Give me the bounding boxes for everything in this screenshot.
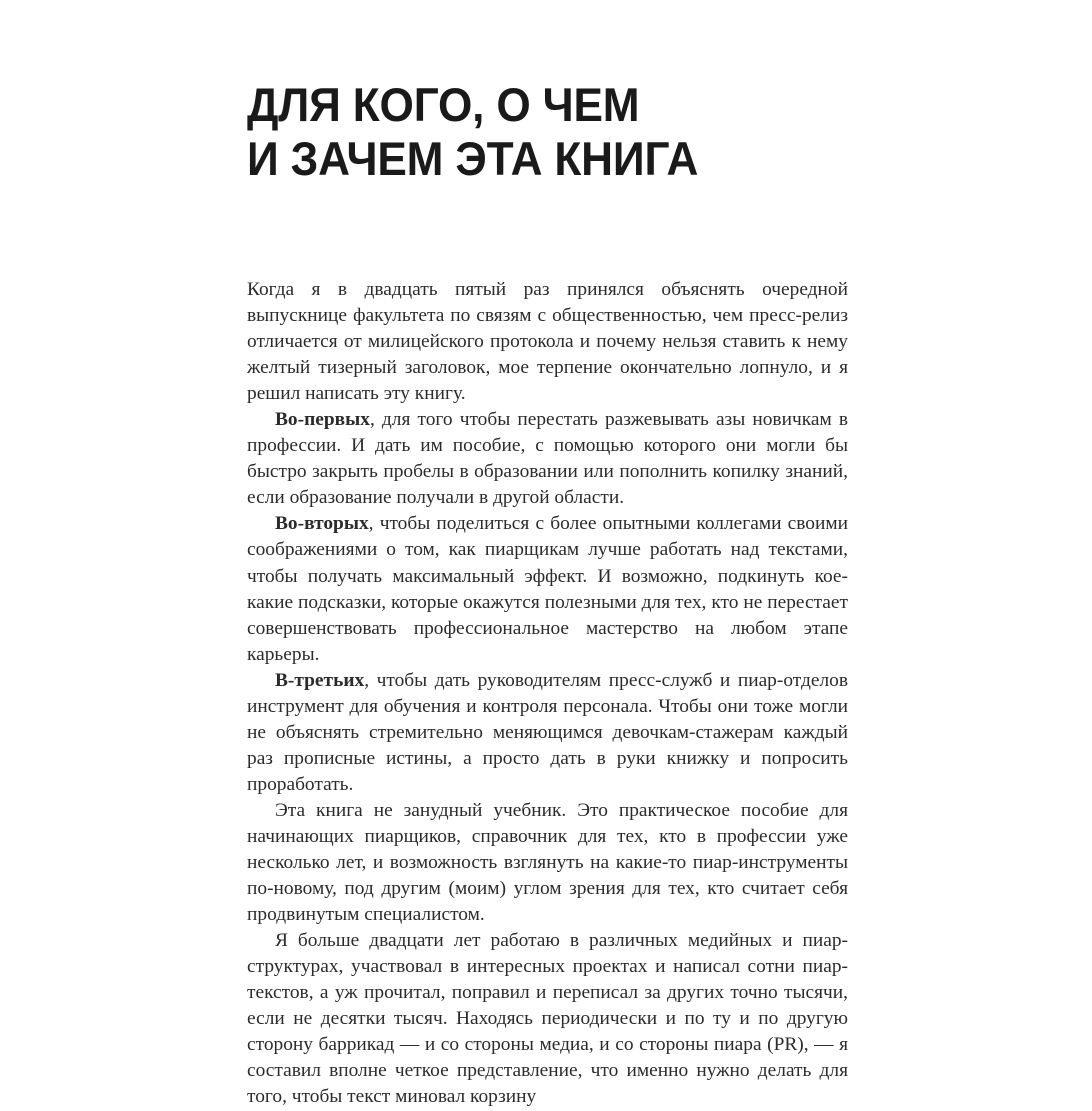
chapter-title-line-1: ДЛЯ КОГО, О ЧЕМ xyxy=(247,78,640,132)
paragraph-vo-vtoryh xyxy=(247,511,848,667)
paragraph-text: Эта книга не занудный учебник. Это практическое пособие для начинающих пиарщиков, справочник для тех, кто в профессии уже несколько лет, и возможность взглянуть на какие-то пиар-инструменты по-новому, под другим (моим) углом зрения для тех, кто считает себя продвинутым специалистом. xyxy=(247,799,848,926)
paragraph-text: , чтобы поделиться с более опытными коллегами своими соображениями о том, как пиарщикам лучше работать над текстами, чтобы получать максимальный эффект. И возможно, подкинуть кое-какие подсказки, которые окажутся полезными для тех, кто не перестает совершенствовать профессиональное мастерство на любом этапе карьеры. xyxy=(247,513,848,665)
paragraph-text: Когда я в двадцать пятый раз принялся объяснять очередной выпускнице факультета по связям с общественностью, чем пресс-релиз отличается от милицейского протокола и почему нельзя ставить к нему желтый тизерный заголовок, мое терпение окончательно лопнуло, и я решил написать эту книгу. xyxy=(247,279,848,405)
paragraph-text: , для того чтобы перестать разжевывать азы новичкам в профессии. И дать им пособие, с помощью которого они могли бы быстро закрыть пробелы в образовании или пополнить копилку знаний, если образование получали в другой области. xyxy=(247,409,848,509)
paragraph-lead-in: Во-первых xyxy=(275,409,370,431)
body-text-column xyxy=(247,277,848,1111)
paragraph-lead-in: Во-вторых xyxy=(275,513,369,535)
page-title xyxy=(247,78,830,186)
paragraph-intro xyxy=(247,277,848,407)
chapter-title-line-2: И ЗАЧЕМ ЭТА КНИГА xyxy=(247,132,699,186)
paragraph-text: , чтобы дать руководителям пресс-служб и пиар-отделов инструмент для обучения и контроля персонала. Чтобы они тоже могли не объяснять стремительно меняющимся девочкам-стажерам каждый раз прописные истины, а просто дать в руки книжку и попросить проработать. xyxy=(247,669,848,795)
paragraph-vo-pervyh xyxy=(247,407,848,511)
paragraph-opyt xyxy=(247,928,848,1110)
paragraph-eta-kniga xyxy=(247,798,848,928)
paragraph-v-tretih xyxy=(247,668,848,798)
paragraph-lead-in: В-третьих xyxy=(275,669,365,691)
paragraph-text: Я больше двадцати лет работаю в различных медийных и пиар-структурах, участвовал в интересных проектах и написал сотни пиар-текстов, а уж прочитал, поправил и переписал за других точно тысячи, если не десятки тысяч. Находясь периодически и по ту и по другую сторону баррикад — и со стороны медиа, и со стороны пиара (PR), — я составил вполне четкое представление, что именно нужно делать для того, чтобы текст миновал корзину xyxy=(247,930,848,1108)
